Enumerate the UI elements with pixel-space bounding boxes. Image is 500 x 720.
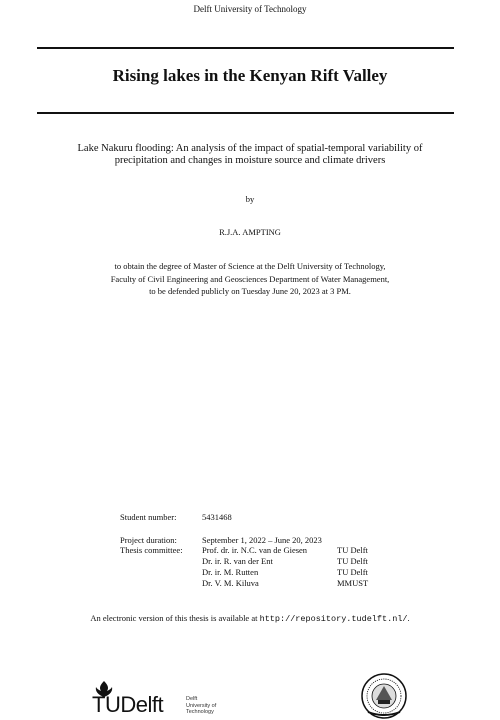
subtitle-line: Lake Nakuru flooding: An analysis of the impact of spatial-temporal variability of [77,143,423,154]
thesis-subtitle [0,143,500,167]
tudelft-logo [92,680,232,720]
tudelft-wordmark-tu: TU [92,692,121,717]
university-seal-icon [360,672,408,720]
committee-member-name: Dr. ir. R. van der Ent [202,556,273,566]
tudelft-logo-subtext [186,696,216,716]
degree-line: to be defended publicly on Tuesday June 20, 2023 at 3 PM. [149,286,351,296]
tudelft-wordmark [92,692,163,718]
tudelft-subtext-line: Technology [186,709,214,715]
thesis-title: Rising lakes in the Kenyan Rift Valley [112,66,388,85]
committee-member-name: Prof. dr. ir. N.C. van de Giesen [202,545,308,555]
tudelft-subtext-line: Delft [186,696,198,702]
author-name: R.J.A. AMPTING [219,227,281,237]
committee-member-affiliation: MMUST [337,578,369,588]
project-duration-label: Project duration: [120,535,177,545]
tudelft-subtext-line: University of [186,702,217,709]
subtitle-line: precipitation and changes in moisture source and climate drivers [114,155,386,166]
repository-note-suffix: . [407,613,410,623]
top-rule [37,47,454,49]
student-number-value: 5431468 [202,512,232,522]
bottom-rule [37,112,454,114]
committee-member-name: Dr. ir. M. Rutten [202,567,259,577]
repository-link[interactable]: http://repository.tudelft.nl/ [259,614,408,624]
committee-member-affiliation: TU Delft [337,545,368,555]
committee-member-affiliation: TU Delft [337,567,368,577]
repository-note [0,613,500,624]
repository-note-prefix: An electronic version of this thesis is available at [90,613,260,623]
student-number-label: Student number: [120,512,177,522]
by-label: by [245,194,255,204]
committee-label: Thesis committee: [120,545,183,555]
tudelft-wordmark-delft: Delft [120,692,164,717]
degree-line: Faculty of Civil Engineering and Geosciences Department of Water Management, [110,273,390,284]
university-header: Delft University of Technology [193,4,307,14]
committee-member-affiliation: TU Delft [337,556,368,566]
committee-member-name: Dr. V. M. Kiluva [202,578,259,588]
degree-line: to obtain the degree of Master of Science at the Delft University of Technology, [114,261,386,271]
project-duration-value: September 1, 2022 – June 20, 2023 [202,535,322,545]
degree-statement [0,260,500,298]
